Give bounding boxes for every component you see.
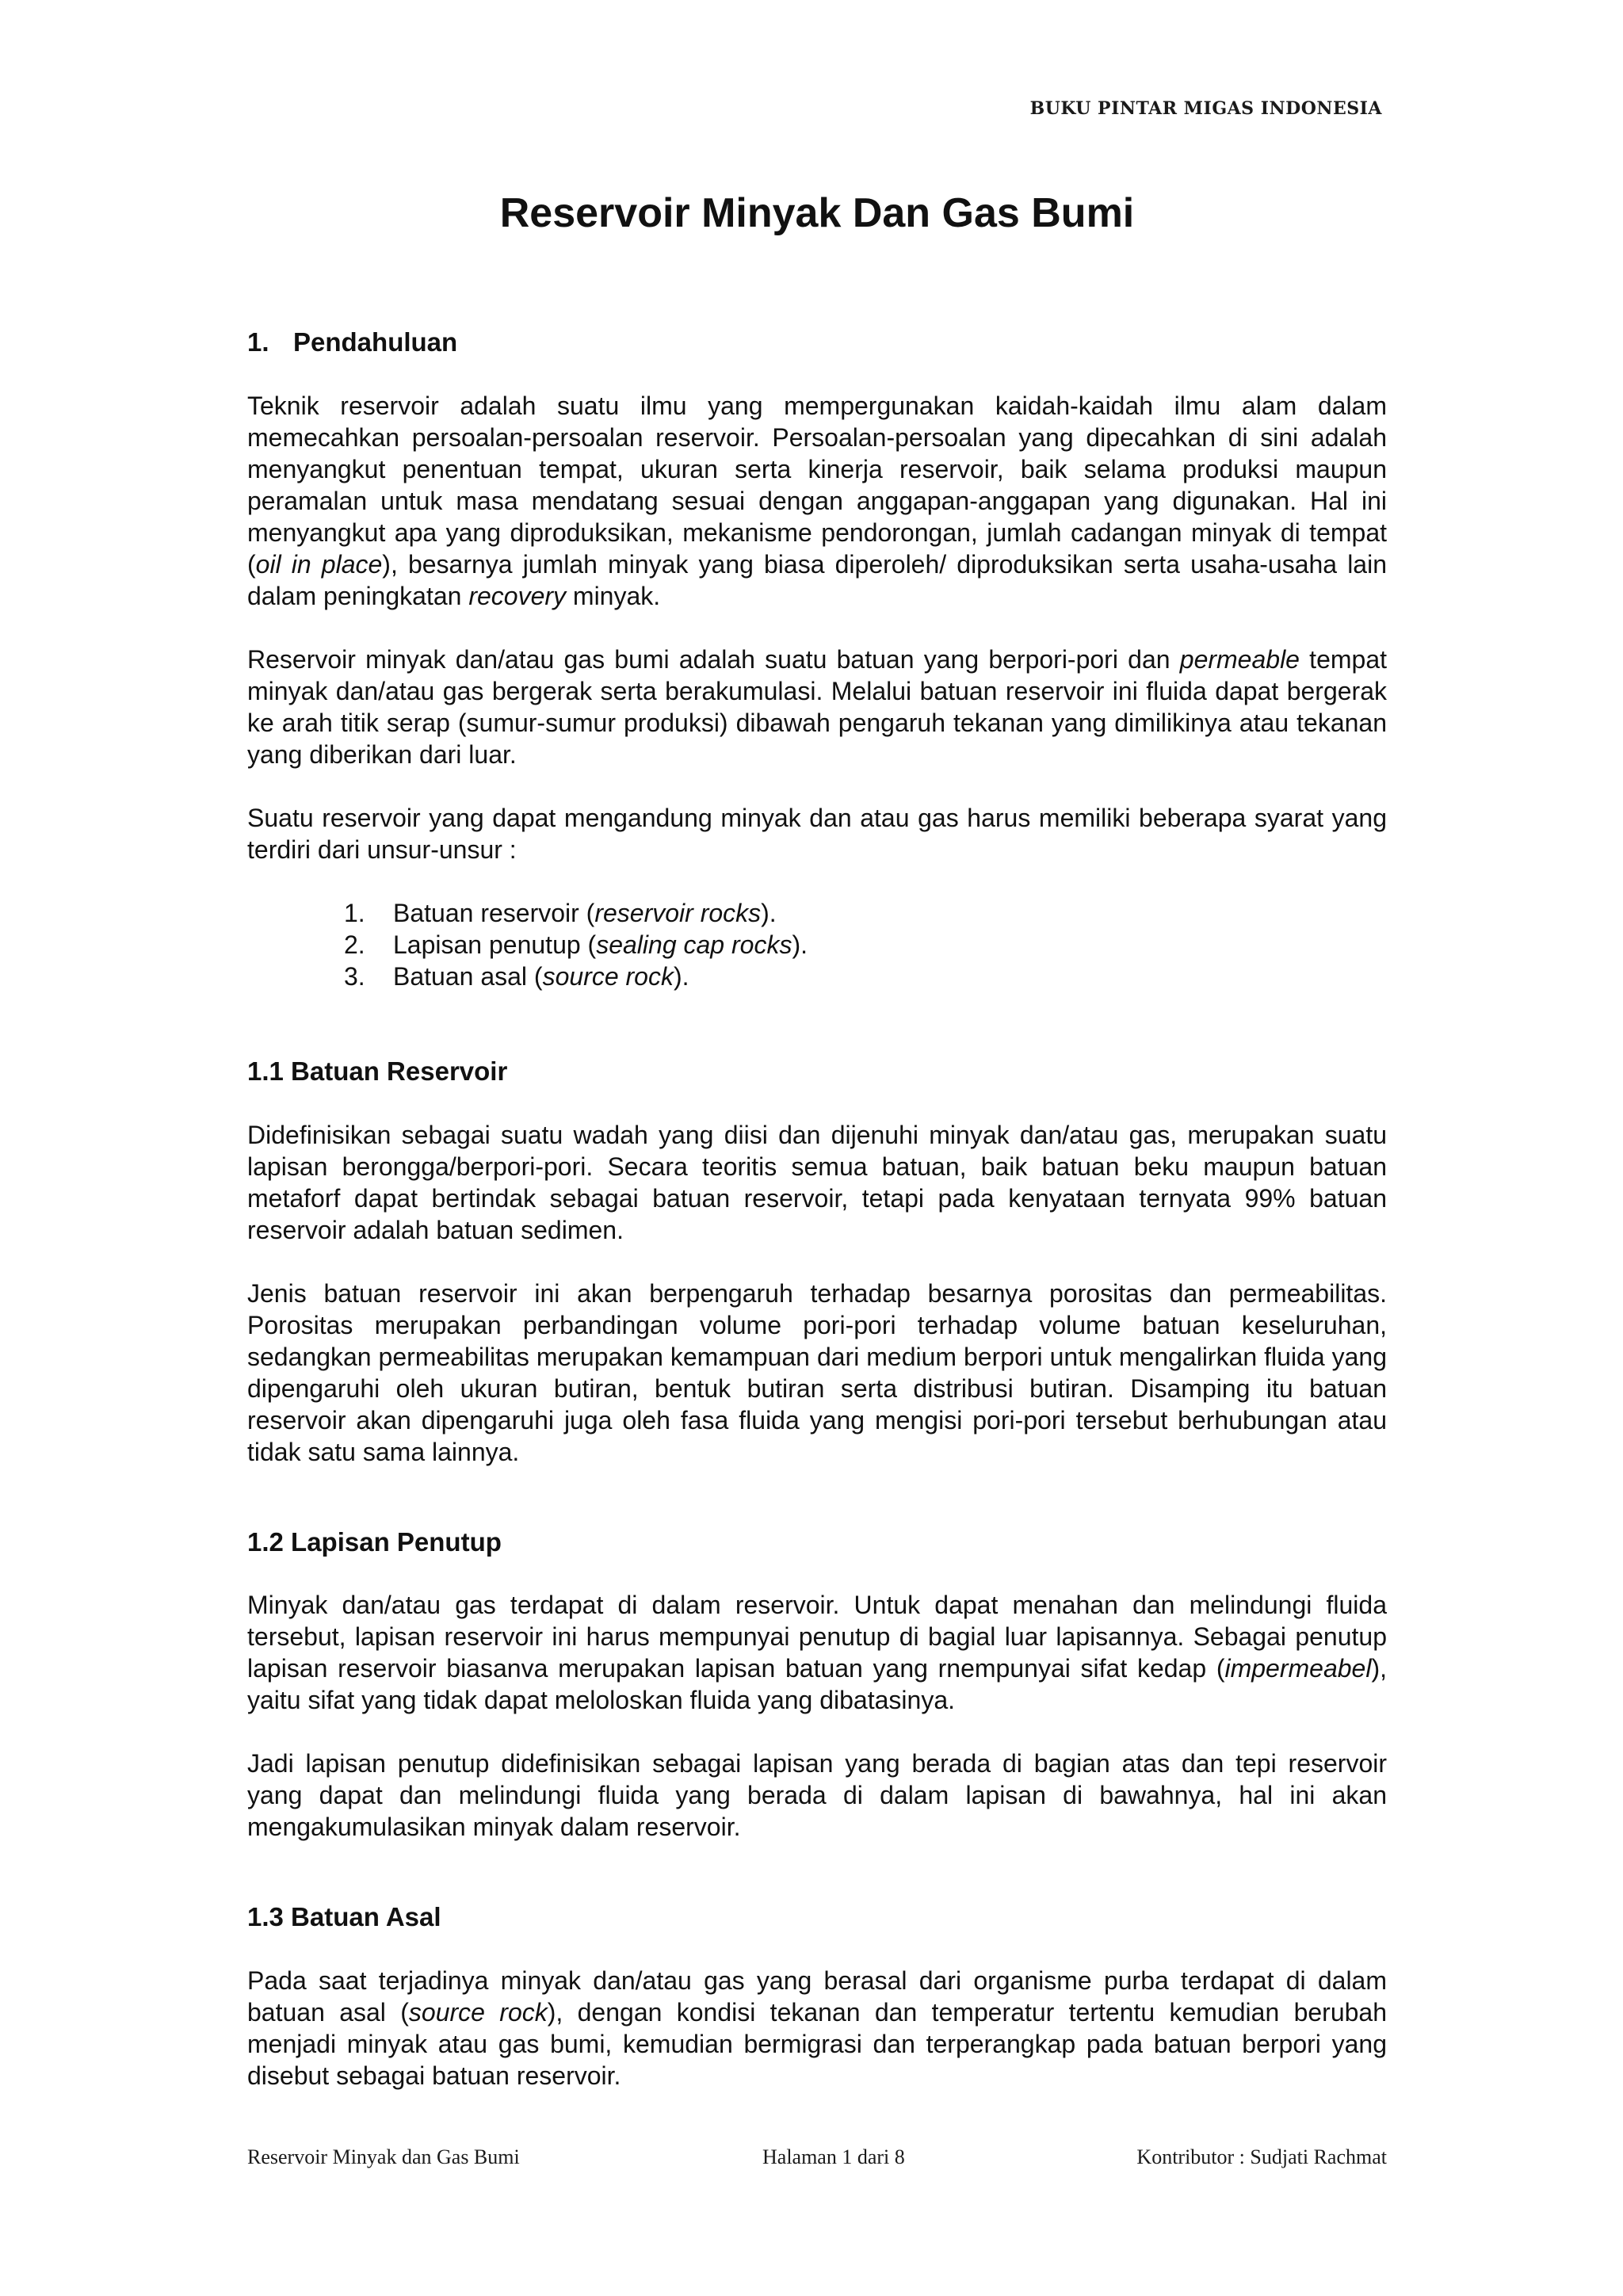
list-item (344, 961, 1387, 992)
text-run: Batuan reservoir ( (393, 898, 595, 927)
text-run: Batuan asal ( (393, 961, 543, 991)
footer-page-number: Halaman 1 dari 8 (762, 2145, 905, 2168)
list-number: 3. (344, 961, 365, 991)
page-title: Reservoir Minyak Dan Gas Bumi (499, 190, 1135, 236)
text-run: ), besarnya jumlah minyak yang biasa diperoleh/ diproduksikan serta usaha-usaha lain dalam peningkatan (247, 549, 1388, 610)
section-heading-batuan-asal: 1.3 Batuan Asal (247, 1902, 441, 1932)
section-heading-batuan-reservoir: 1.1 Batuan Reservoir (247, 1056, 508, 1086)
paragraph-syarat-reservoir: Suatu reservoir yang dapat mengandung minyak dan atau gas harus memiliki beberapa syarat yang terdiri dari unsur-unsur : (247, 803, 1387, 864)
text-run: Teknik reservoir adalah suatu ilmu yang mempergunakan kaidah-kaidah ilmu alam dalam memecahkan persoalan-persoalan reservoir. Persoalan-persoalan yang dipecahkan di sini adalah menyangkut penentuan tempat, ukuran serta kinerja reservoir, baik selama produksi maupun peramalan untuk masa mendatang sesuai dengan anggapan-anggapan yang digunakan. Hal ini menyangkut apa yang diproduksikan, mekanisme pendorongan, jumlah cadangan minyak di tempat ( (247, 391, 1387, 579)
text-run: ), dengan kondisi tekanan dan temperatur tertentu kemudian berubah menjadi minyak atau gas bumi, kemudian bermigrasi dan terperangkap pada batuan berpori yang disebut sebagai batuan reservoir. (247, 1997, 1388, 2090)
document-body (247, 189, 1387, 2123)
section-heading-pendahuluan (247, 327, 1387, 358)
text-run: Minyak dan/atau gas terdapat di dalam reservoir. Untuk dapat menahan dan melindungi fluida tersebut, lapisan reservoir ini harus mempunyai penutup di bagial luar lapisannya. Sebagai penutup lapisan reservoir biasanva merupakan lapisan batuan yang rnempunyai sifat kedap ( (247, 1591, 1387, 1683)
section-number: 1. (247, 327, 269, 357)
footer-document-title: Reservoir Minyak dan Gas Bumi (247, 2145, 520, 2168)
paragraph-definisi-lapisan-penutup: Jadi lapisan penutup didefinisikan sebagai lapisan yang berada di bagian atas dan tepi reservoir yang dapat dan melindungi fluida yang berada di dalam lapisan di bawahnya, hal ini akan mengakumulasikan minyak dalam reservoir. (247, 1749, 1387, 1842)
italic-term: permeable (1179, 644, 1300, 674)
list-item (344, 897, 1387, 929)
unsur-list (247, 897, 1387, 992)
text-run: Reservoir minyak dan/atau gas bumi adalah suatu batuan yang berpori-pori dan (247, 644, 1180, 674)
text-run: ). (761, 898, 777, 927)
list-number: 2. (344, 930, 365, 959)
paragraph-definisi-reservoir (247, 644, 1387, 770)
italic-term: impermeabel (1224, 1654, 1372, 1683)
text-run: Pada saat terjadinya minyak dan/atau gas yang berasal dari organisme purba terdapat di dalam batuan asal ( (247, 1966, 1387, 2027)
footer-contributor: Kontributor : Sudjati Rachmat (1136, 2145, 1387, 2168)
italic-term: reservoir rocks (594, 898, 762, 927)
paragraph-porositas-permeabilitas: Jenis batuan reservoir ini akan berpengaruh terhadap besarnya porositas dan permeabilitas. Porositas merupakan perbandingan volume pori-pori terhadap volume batuan keseluruhan, sedangkan permeabilitas merupakan kemampuan dari medium berpori untuk mengalirkan fluida yang dipengaruhi oleh ukuran butiran, bentuk butiran serta distribusi butiran. Disamping itu batuan reservoir akan dipengaruhi juga oleh fasa fluida yang mengisi pori-pori tersebut berhubungan atau tidak satu sama lainnya. (247, 1278, 1387, 1466)
section-heading-lapisan-penutup: 1.2 Lapisan Penutup (247, 1526, 502, 1557)
paragraph-batuan-asal (247, 1965, 1387, 2092)
text-run: ). (792, 930, 808, 959)
running-header: BUKU PINTAR MIGAS INDONESIA (1029, 98, 1382, 119)
section-heading-text: Pendahuluan (293, 327, 458, 357)
paragraph-definisi-batuan-reservoir: Didefinisikan sebagai suatu wadah yang diisi dan dijenuhi minyak dan/atau gas, merupakan suatu lapisan berongga/berpori-pori. Secara teoritis semua batuan, baik batuan beku maupun batuan metaforf dapat bertindak sebagai batuan reservoir, tetapi pada kenyataan ternyata 99% batuan reservoir adalah batuan sedimen. (247, 1120, 1387, 1244)
italic-term: sealing cap rocks (596, 930, 792, 959)
italic-term: oil in place (255, 549, 383, 579)
paragraph-teknik-reservoir (247, 390, 1387, 612)
text-run: minyak. (566, 581, 661, 610)
list-item (344, 929, 1387, 961)
text-run: ), yaitu sifat yang tidak dapat meloloskan fluida yang dibatasinya. (247, 1654, 1387, 1715)
text-run: Lapisan penutup ( (393, 930, 597, 959)
text-run: ). (673, 961, 689, 991)
italic-term: recovery (468, 581, 567, 610)
italic-term: source rock (408, 1997, 548, 2027)
text-run: tempat minyak dan/atau gas bergerak serta berakumulasi. Melalui batuan reservoir ini fluida dapat bergerak ke arah titik serap (sumur-sumur produksi) dibawah pengaruh tekanan yang dimilikinya atau tekanan yang diberikan dari luar. (247, 644, 1388, 769)
paragraph-lapisan-penutup (247, 1589, 1387, 1716)
list-number: 1. (344, 898, 365, 927)
italic-term: source rock (542, 961, 674, 991)
